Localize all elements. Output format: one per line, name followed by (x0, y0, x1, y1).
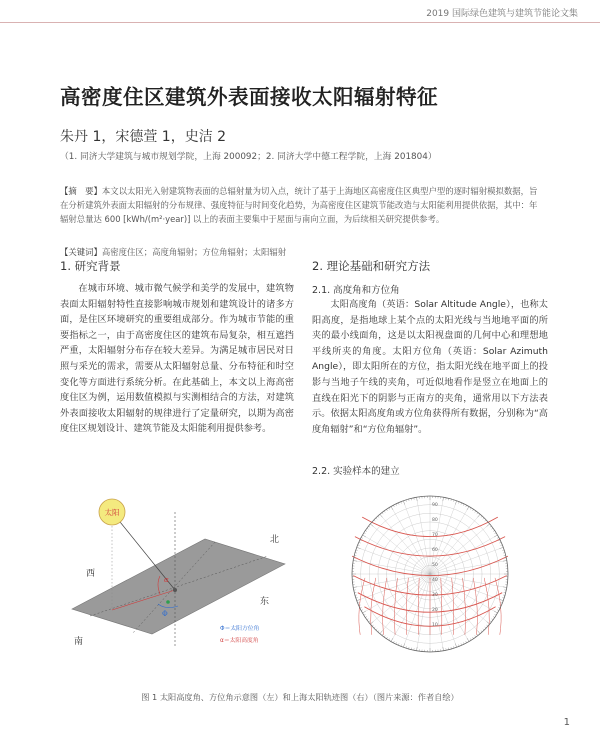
subsection-2-2-heading: 2.2. 实验样本的建立 (312, 466, 400, 477)
phi-symbol: Φ (162, 610, 168, 618)
rim-tick (380, 631, 383, 634)
author-list: 朱丹 1，宋德萱 1，史洁 2 (60, 129, 227, 145)
sun-label: 太阳 (104, 508, 120, 517)
sunpath-hour-curve (418, 578, 419, 635)
rim-tick (391, 638, 393, 641)
running-head: 2019 国际绿色建筑与建筑节能论文集 (426, 9, 578, 19)
rim-tick (443, 647, 444, 651)
section-2-heading: 2. 理论基础和研究方法 (312, 259, 431, 273)
sun-path-diagram (352, 496, 508, 652)
sunpath-tick-20: 20 (432, 608, 438, 613)
keywords (60, 246, 540, 258)
rim-tick (487, 524, 490, 527)
rim-tick (357, 547, 361, 548)
sunpath-tick-40: 40 (432, 578, 438, 583)
ground-plane (72, 539, 285, 634)
figure-caption: 图 1 太阳高度角、方位角示意图（左）和上海太阳轨迹图（右）（图片来源：作者自绘） (141, 692, 459, 702)
rim-tick (503, 587, 507, 588)
sunpath-tick-60: 60 (432, 548, 438, 553)
sunpath-tick-30: 30 (432, 593, 438, 598)
rim-tick (467, 507, 469, 510)
sunpath-hour-curve (441, 578, 442, 635)
page-number: 1 (563, 717, 570, 728)
abstract-label: 【摘 要】 (60, 186, 102, 196)
sunpath-tick-10: 10 (432, 623, 438, 628)
section-2-1-text: 太阳高度角（英语：Solar Altitude Angle），也称太阳高度，是指地球上某个点的太阳光线与当地地平面的所夹的最小线面角，这是以太阳视盘面的几何中心和理想地平线所夹的角度。太阳方位角（英语：Solar Azimuth Angle），即太阳所在的方位，指太阳光线在地平面上的投影与当地子午线的夹角，可近似地看作是竖立在地面上的直线在阳光下的阴影与正南方的夹角，通常用以下方法表示。依据太阳高度角或方位角获得所有数据，分别称为“高度角辐射”和“方位角辐射”。 (312, 299, 548, 435)
rim-tick (478, 631, 481, 634)
rim-tick (478, 514, 481, 517)
label-east: 东 (260, 597, 270, 607)
rim-tick (353, 561, 357, 562)
rim-tick (380, 514, 383, 517)
rim-tick (403, 501, 404, 505)
rim-tick (455, 501, 456, 505)
rim-tick (494, 611, 497, 613)
sunpath-hour-curve (371, 578, 376, 635)
rim-tick (391, 507, 393, 510)
rim-tick (363, 611, 366, 613)
observer-point (173, 588, 177, 592)
header-rule (0, 22, 600, 23)
rim-tick (370, 524, 373, 527)
keywords-label: 【关键词】 (60, 247, 102, 257)
rim-tick (403, 644, 404, 648)
abstract (60, 184, 540, 226)
rim-tick (500, 547, 504, 548)
sunpath-tick-80: 80 (432, 518, 438, 523)
sunpath-tick-50: 50 (432, 563, 438, 568)
rim-tick (417, 647, 418, 651)
abstract-text: 本文以太阳光入射建筑物表面的总辐射量为切入点，统计了基于上海地区高密度住区典型户型的逐时辐射模拟数据，旨在分析建筑外表面太阳辐射的分布规律、强度特征与时间变化趋势，为高密度住区建筑节能改造与太阳能利用提供依据，其中：年辐射总量达 600 [kWh/(m²·year)] 以上的表面主要集中于屋面与南向立面，为后续相关研究提供参考。 (60, 186, 538, 224)
rim-tick (363, 535, 366, 537)
keywords-text: 高密度住区；高度角辐射；方位角辐射；太阳辐射 (101, 247, 287, 257)
sun-angle-diagram (72, 499, 285, 647)
azimuth-marker (166, 600, 170, 604)
rim-tick (503, 561, 507, 562)
sunpath-tick-90: 90 (432, 503, 438, 508)
rim-tick (353, 587, 357, 588)
rim-tick (443, 497, 444, 501)
rim-tick (494, 535, 497, 537)
rim-tick (417, 497, 418, 501)
legend-azimuth: Φ＝太阳方位角 (220, 626, 260, 632)
label-north: 北 (270, 535, 280, 545)
paper-title: 高密度住区建筑外表面接收太阳辐射特征 (60, 85, 438, 109)
affiliations: （1. 同济大学建筑与城市规划学院，上海 200092；2. 同济大学中德工程学院，上海 201804） (60, 152, 437, 162)
rim-tick (455, 644, 456, 648)
subsection-2-1-heading: 2.1. 高度角和方位角 (312, 285, 400, 296)
section-1-text: 在城市环境、城市微气候学和美学的发展中，建筑物表面太阳辐射特性直接影响城市规划和建筑设计的诸多方面，是住区环境研究的重要组成部分。作为城市节能的重要指标之一，由于高密度住区的建筑布局复杂，相互遮挡严重，太阳辐射分布存在较大差异。为满足城市居民对日照与采光的需求，需要从太阳辐射总量、分布特征和时空变化等方面进行系统分析。在此基础上，本文以上海高密度住区为例，运用数值模拟与实测相结合的方法，对建筑外表面接收太阳辐射的规律进行了定量研究，以期为高密度住区规划设计、建筑节能及太阳能利用提供参考。 (60, 283, 294, 435)
label-south: 南 (74, 637, 84, 647)
label-west: 西 (86, 569, 96, 579)
alpha-symbol: α (164, 576, 169, 584)
legend-altitude: α＝太阳高度角 (220, 638, 259, 644)
figure-1 (60, 484, 548, 654)
sunpath-tick-70: 70 (432, 533, 438, 538)
section-1-heading: 1. 研究背景 (60, 259, 121, 273)
rim-tick (467, 638, 469, 641)
sunpath-hour-curve (484, 578, 489, 635)
